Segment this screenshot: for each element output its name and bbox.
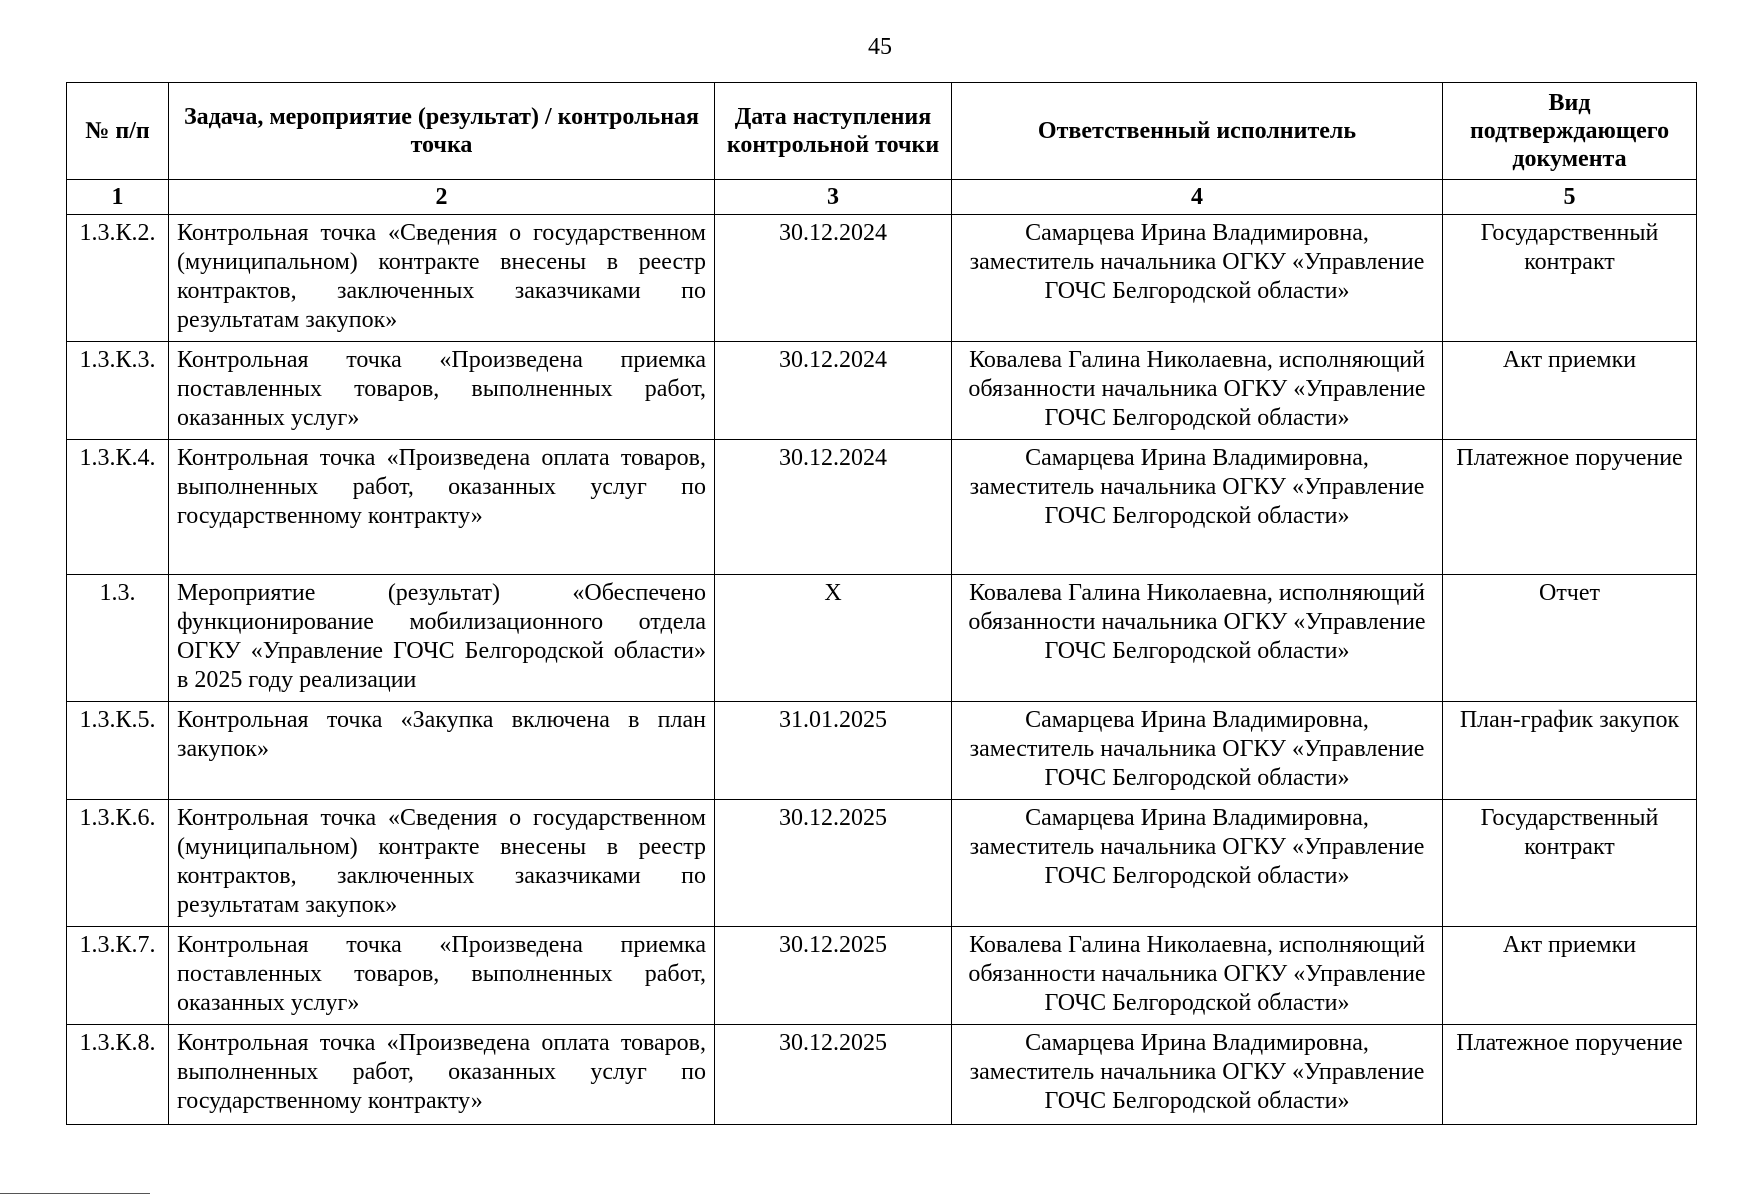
header-executor: Ответственный исполнитель	[952, 83, 1443, 180]
column-number: 2	[169, 180, 715, 215]
header-task: Задача, мероприятие (результат) / контрольная точка	[169, 83, 715, 180]
row-executor: Самарцева Ирина Владимировна, заместитель начальника ОГКУ «Управление ГОЧС Белгородской области»	[952, 440, 1443, 575]
page-number: 45	[868, 34, 892, 60]
table-row	[67, 440, 1697, 575]
header-doc: Вид подтверждающего документа	[1443, 83, 1697, 180]
row-date: 30.12.2024	[715, 440, 952, 575]
table-row	[67, 702, 1697, 800]
row-executor: Ковалева Галина Николаевна, исполняющий обязанности начальника ОГКУ «Управление ГОЧС Белгородской области»	[952, 575, 1443, 702]
row-task: Контрольная точка «Сведения о государственном (муниципальном) контракте внесены в реестр контрактов, заключенных заказчиками по результатам закупок»	[169, 800, 715, 927]
table-row	[67, 1025, 1697, 1125]
row-date: 30.12.2025	[715, 1025, 952, 1125]
row-task: Контрольная точка «Закупка включена в план закупок»	[169, 702, 715, 800]
column-number: 5	[1443, 180, 1697, 215]
row-task: Контрольная точка «Произведена оплата товаров, выполненных работ, оказанных услуг по государственному контракту»	[169, 440, 715, 575]
row-document: Государственный контракт	[1443, 215, 1697, 342]
column-number: 3	[715, 180, 952, 215]
row-executor: Ковалева Галина Николаевна, исполняющий обязанности начальника ОГКУ «Управление ГОЧС Белгородской области»	[952, 927, 1443, 1025]
table-row	[67, 927, 1697, 1025]
table-row	[67, 215, 1697, 342]
row-number: 1.3.К.3.	[67, 342, 169, 440]
row-task: Мероприятие (результат) «Обеспечено функционирование мобилизационного отдела ОГКУ «Управление ГОЧС Белгородской области» в 2025 году реализации	[169, 575, 715, 702]
table-row	[67, 575, 1697, 702]
row-date: 31.01.2025	[715, 702, 952, 800]
row-executor: Самарцева Ирина Владимировна, заместитель начальника ОГКУ «Управление ГОЧС Белгородской области»	[952, 1025, 1443, 1125]
row-task: Контрольная точка «Сведения о государственном (муниципальном) контракте внесены в реестр контрактов, заключенных заказчиками по результатам закупок»	[169, 215, 715, 342]
row-number: 1.3.К.4.	[67, 440, 169, 575]
row-document: Государственный контракт	[1443, 800, 1697, 927]
header-num: № п/п	[67, 83, 169, 180]
row-date: 30.12.2024	[715, 342, 952, 440]
row-document: План-график закупок	[1443, 702, 1697, 800]
row-number: 1.3.К.8.	[67, 1025, 169, 1125]
row-date: 30.12.2025	[715, 927, 952, 1025]
table-row	[67, 800, 1697, 927]
row-number: 1.3.К.6.	[67, 800, 169, 927]
column-number: 4	[952, 180, 1443, 215]
row-executor: Самарцева Ирина Владимировна, заместитель начальника ОГКУ «Управление ГОЧС Белгородской области»	[952, 702, 1443, 800]
column-number-row	[67, 180, 1697, 215]
header-date: Дата наступления контрольной точки	[715, 83, 952, 180]
row-document: Акт приемки	[1443, 342, 1697, 440]
row-date: 30.12.2024	[715, 215, 952, 342]
row-document: Акт приемки	[1443, 927, 1697, 1025]
row-document: Платежное поручение	[1443, 440, 1697, 575]
row-document: Отчет	[1443, 575, 1697, 702]
row-executor: Самарцева Ирина Владимировна, заместитель начальника ОГКУ «Управление ГОЧС Белгородской области»	[952, 800, 1443, 927]
header-row	[67, 83, 1697, 180]
row-executor: Ковалева Галина Николаевна, исполняющий обязанности начальника ОГКУ «Управление ГОЧС Белгородской области»	[952, 342, 1443, 440]
row-task: Контрольная точка «Произведена приемка поставленных товаров, выполненных работ, оказанных услуг»	[169, 927, 715, 1025]
row-executor: Самарцева Ирина Владимировна, заместитель начальника ОГКУ «Управление ГОЧС Белгородской области»	[952, 215, 1443, 342]
row-date: 30.12.2025	[715, 800, 952, 927]
control-points-table	[66, 82, 1697, 1125]
row-date: Х	[715, 575, 952, 702]
row-document: Платежное поручение	[1443, 1025, 1697, 1125]
row-number: 1.3.К.7.	[67, 927, 169, 1025]
row-task: Контрольная точка «Произведена приемка поставленных товаров, выполненных работ, оказанных услуг»	[169, 342, 715, 440]
row-number: 1.3.	[67, 575, 169, 702]
row-number: 1.3.К.5.	[67, 702, 169, 800]
row-number: 1.3.К.2.	[67, 215, 169, 342]
table-row	[67, 342, 1697, 440]
column-number: 1	[67, 180, 169, 215]
footer-rule	[0, 1193, 150, 1194]
row-task: Контрольная точка «Произведена оплата товаров, выполненных работ, оказанных услуг по государственному контракту»	[169, 1025, 715, 1125]
